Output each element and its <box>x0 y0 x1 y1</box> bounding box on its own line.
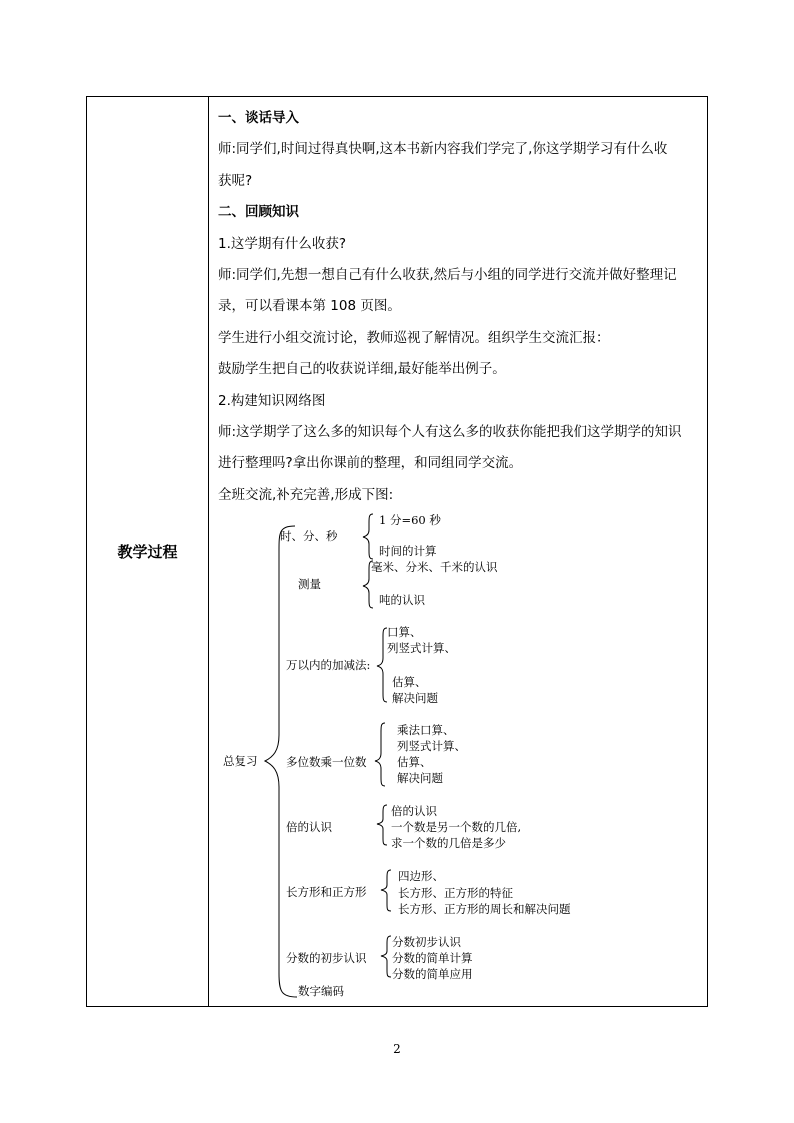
branch-item: 解决问题 <box>397 771 443 785</box>
paragraph-line: 师:同学们,先想一想自己有什么收获,然后与小组的同学进行交流并做好整理记 <box>218 267 677 284</box>
knowledge-tree <box>207 503 707 1003</box>
branch-label: 长方形和正方形 <box>286 885 367 899</box>
branch-item: 估算、 <box>392 675 427 689</box>
paragraph-line: 师:同学们,时间过得真快啊,这本书新内容我们学完了,你这学期学习有什么收 <box>218 141 668 158</box>
lesson-content <box>218 103 703 511</box>
paragraph-line: 2.构建知识网络图 <box>218 392 326 409</box>
branch-item: 吨的认识 <box>379 593 425 607</box>
paragraph-line: 鼓励学生把自己的收获说详细,最好能举出例子。 <box>218 361 506 378</box>
brace-1 <box>363 514 373 559</box>
branch-item: 一个数是另一个数的几倍, <box>391 820 522 834</box>
brace-6 <box>381 870 391 911</box>
paragraph-line: 获呢? <box>218 172 253 189</box>
branch-item: 分数的简单应用 <box>392 967 473 981</box>
paragraph-line: 全班交流,补充完善,形成下图: <box>218 486 394 503</box>
branch-item: 解决问题 <box>392 691 438 705</box>
branch-item: 毫米、分米、千米的认识 <box>371 560 498 574</box>
tree-root: 总复习 <box>223 754 258 768</box>
branch-item: 估算、 <box>397 755 432 769</box>
branch-item: 1 分=60 秒 <box>379 513 441 527</box>
section-heading: 二、回顾知识 <box>218 204 299 221</box>
branch-label: 测量 <box>298 577 321 591</box>
brace-5 <box>377 805 387 845</box>
branch-item: 四边形、 <box>398 869 444 883</box>
branch-item: 倍的认识 <box>391 804 437 818</box>
branch-item: 时间的计算 <box>379 544 437 558</box>
branch-item: 长方形、正方形的特征 <box>398 886 513 900</box>
branch-label: 时、分、秒 <box>280 529 338 543</box>
branch-item: 口算、 <box>387 625 422 639</box>
brace-3 <box>377 628 387 702</box>
brace-4 <box>375 723 385 786</box>
branch-label: 倍的认识 <box>286 820 332 834</box>
paragraph-line: 师:这学期学了这么多的知识每个人有这么多的收获你能把我们这学期学的知识 <box>218 424 682 441</box>
branch-label: 多位数乘一位数 <box>286 755 367 769</box>
brace-7 <box>381 936 391 977</box>
paragraph-line: 学生进行小组交流讨论，教师巡视了解情况。组织学生交流汇报： <box>218 329 610 346</box>
page-number: 2 <box>393 1042 401 1056</box>
branch-label: 分数的初步认识 <box>286 951 367 965</box>
branch-item: 长方形、正方形的周长和解决问题 <box>398 902 571 916</box>
paragraph-line: 录，可以看课本第 108 页图。 <box>218 298 401 315</box>
paragraph-line: 1.这学期有什么收获? <box>218 235 347 252</box>
branch-item: 列竖式计算、 <box>387 641 456 655</box>
branch-item: 乘法口算、 <box>397 723 455 737</box>
branch-label: 万以内的加减法: <box>286 658 371 672</box>
branch-item: 分数初步认识 <box>392 935 461 949</box>
branch-label: 数字编码 <box>298 984 344 998</box>
branch-item: 列竖式计算、 <box>397 739 466 753</box>
section-label: 教学过程 <box>117 543 178 561</box>
branch-item: 分数的简单计算 <box>392 951 473 965</box>
section-heading: 一、谈话导入 <box>218 110 299 126</box>
branch-item: 求一个数的几倍是多少 <box>391 836 506 850</box>
paragraph-line: 进行整理吗?拿出你课前的整理，和同组同学交流。 <box>218 455 523 472</box>
